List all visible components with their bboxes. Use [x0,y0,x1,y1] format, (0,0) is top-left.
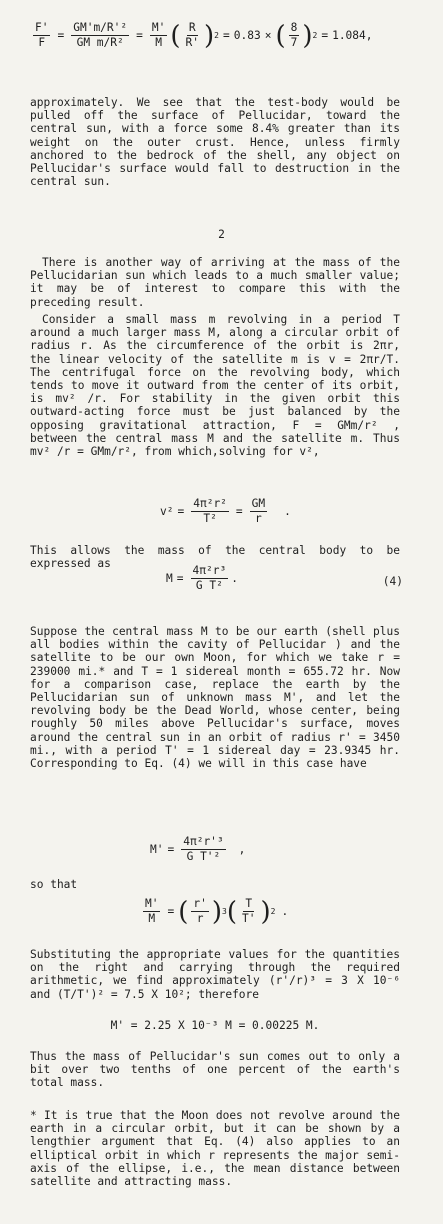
fraction-radius-ratio: $\frac{R}{R'}$ [185,21,199,49]
fraction-f-ratio: $\frac{F'}{F}$ [35,21,49,49]
paragraph-substituting: Substituting the appropriate values for the quantities on the right and carrying through the required arithmetic, we find approximately (r'/r)³ = 3 X 10⁻⁶ and (T/T')² = 7.5 X 10²; therefore [30,948,400,1001]
paragraph-approx: approximately. We see that the test-body would be pulled off the surface of Pellucidar, toward the central sun, with a force some 8.4% greater than its weight on the outer crust. Hence, unless firmly anchored to the bedrock of the shell, any object on Pellucidar's surface would fall to destruction in the central sun. [30,96,400,189]
paragraph-thus: Thus the mass of Pellucidar's sun comes out to only a bit over two tenths of one percent of the earth's total mass. [30,1050,400,1090]
fraction-force-expr: $\frac{\text{GM'm/R'²}}{\text{GM m/R²}}$ [73,21,128,49]
fraction-4pi2r3: $\frac{\text{4π²r³}}{\text{G T²}}$ [192,564,227,592]
fraction-t-tprime: $\frac{T}{T'}$ [242,897,256,925]
equation-result: M' = 2.25 X 10⁻³ M = 0.00225 M. [110,1019,320,1032]
paragraph-another-way: There is another way of arriving at the mass of the Pellucidarian sun which leads to a much smaller value; it may be of interest to compare this with the preceding result. [30,256,400,309]
fraction-mprime-m: $\frac{M'}{M}$ [145,897,159,925]
equation-m-prime: M' = $\frac{\text{4π²r'³}}{\text{G T'²}}$ , [150,835,246,863]
equation-label-4: (4) [382,575,403,588]
fraction-4pi2rprime3: $\frac{\text{4π²r'³}}{\text{G T'²}}$ [183,835,224,863]
paragraph-so-that: so that [30,878,78,891]
fraction-rprime-r: $\frac{r'}{r}$ [193,897,207,925]
equation-4: M = $\frac{\text{4π²r³}}{\text{G T²}}$ . [166,564,238,592]
footnote: * It is true that the Moon does not revolve around the earth in a circular orbit, but it can be shown by a lengthier argument that Eq. (4) also applies to an elliptical orbit in which r represents the major semi-axis of the ellipse, i.e., the mean distance between satellite and attracting mass. [30,1109,400,1189]
fraction-gm-r: $\frac{GM}{r}$ [251,497,266,525]
paragraph-suppose: Suppose the central mass M to be our earth (shell plus all bodies within the cavity of Pellucidar ) and the satellite to be our own Moon, for which we take r = 239000 mi.* and T = 1 sidereal month = 655.72 hr. Now for a comparison case, replace the earth by the Pellucidarian sun of unknown mass M', and let the revolving body be the Dead World, whose center, being roughly 50 miles above Pellucidar's surface, moves around the central sun in an orbit of radius r' = 3450 mi., with a period T' = 1 sidereal day = 23.9345 hr. Corresponding to Eq. (4) we will in this case have [30,625,400,771]
fraction-eight-sevenths: $\frac{8}{7}$ [290,21,298,49]
section-number: 2 [218,228,225,241]
fraction-mass-ratio: $\frac{M'}{M}$ [151,21,166,49]
equation-mass-ratio: $\frac{M'}{M}$ = ( $\frac{r'}{r}$ ) 3 ( $\frac{T}{T'}$ ) 2 . [145,896,289,927]
fraction-4pi2r2: $\frac{\text{4π²r²}}{\text{T²}}$ [193,497,227,525]
equation-v-squared: v² = $\frac{\text{4π²r²}}{\text{T²}}$ = $\frac{GM}{r}$ . [160,497,291,525]
equation-force-ratio: $\frac{F'}{F}$ = $\frac{\text{GM'm/R'²}}{\text{GM m/R²}}$ = $\frac{M'}{M}$ ( $\frac{R}{R'}$ ) 2 = 0.83 × ( $\frac{8}{7}$ ) 2 = 1.084, [35,20,373,51]
paragraph-small-mass: Consider a small mass m revolving in a period T around a much larger mass M, along a circular orbit of radius r. As the circumference of the orbit is 2πr, the linear velocity of the satellite m is v = 2πr/T. The centrifugal force on the revolving body, which tends to move it outward from the center of its orbit, is mv² /r. For stability in the given orbit this outward-acting force must be just balanced by the opposing gravitational attraction, F = GMm/r² , between the central mass M and the satellite m. Thus mv² /r = GMm/r², from which,solving for v², [30,313,400,459]
paragraph-allows-mass: This allows the mass of the central body to be expressed as [30,544,400,571]
